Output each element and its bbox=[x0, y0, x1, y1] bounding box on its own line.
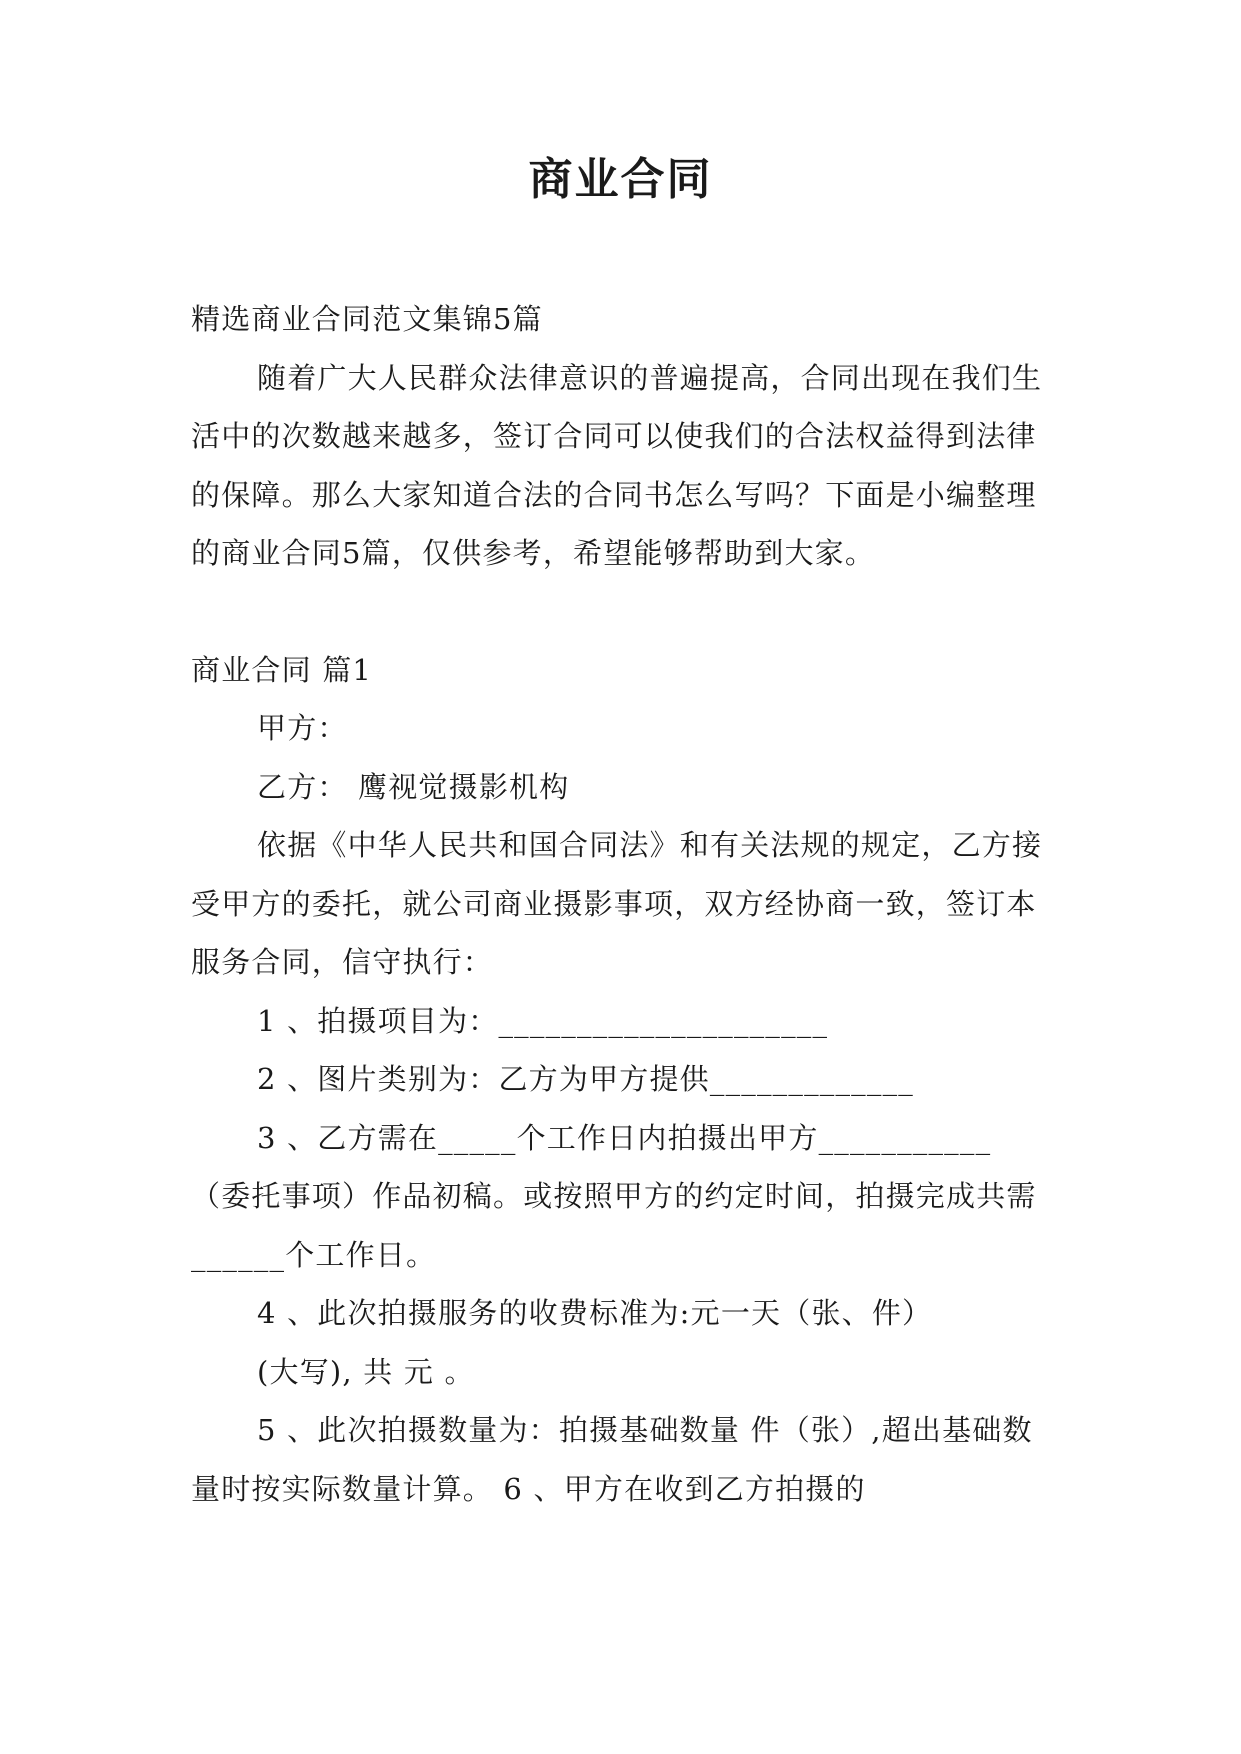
clause-5: 5 、此次拍摄数量为：拍摄基础数量 件（张）,超出基础数量时按实际数量计算。 6 、甲方在收到乙方拍摄的 bbox=[191, 1413, 1033, 1506]
intro-paragraph: 随着广大人民群众法律意识的普遍提高，合同出现在我们生活中的次数越来越多，签订合同可以使我们的合法权益得到法律的保障。那么大家知道合法的合同书怎么写吗？下面是小编整理的商业合同5篇，仅供参考，希望能够帮助到大家。 bbox=[191, 360, 1043, 570]
clause-4-amount: (大写), 共 元 。 bbox=[257, 1354, 475, 1389]
document-subtitle: 精选商业合同范文集锦5篇 bbox=[191, 302, 543, 336]
basis-paragraph: 依据《中华人民共和国合同法》和有关法规的规定，乙方接受甲方的委托，就公司商业摄影事项，双方经协商一致，签订本服务合同，信守执行： bbox=[191, 828, 1043, 979]
document-body bbox=[191, 290, 1051, 1518]
party-b-line: 乙方： 鹰视觉摄影机构 bbox=[257, 769, 570, 804]
document-title: 商业合同 bbox=[528, 154, 713, 205]
clause-2: 2 、图片类别为：乙方为甲方提供_____________ bbox=[257, 1062, 914, 1096]
clause-1: 1 、拍摄项目为：_____________________ bbox=[257, 1003, 829, 1038]
party-a-line: 甲方： bbox=[257, 711, 348, 745]
clause-4: 4 、此次拍摄服务的收费标准为:元一天（张、件） bbox=[257, 1296, 933, 1330]
section-heading: 商业合同 篇1 bbox=[191, 652, 373, 687]
clause-3: 3 、乙方需在_____个工作日内拍摄出甲方___________（委托事项）作品初稿。或按照甲方的约定时间，拍摄完成共需______个工作日。 bbox=[191, 1120, 1037, 1272]
paragraph-spacer bbox=[191, 583, 1051, 641]
